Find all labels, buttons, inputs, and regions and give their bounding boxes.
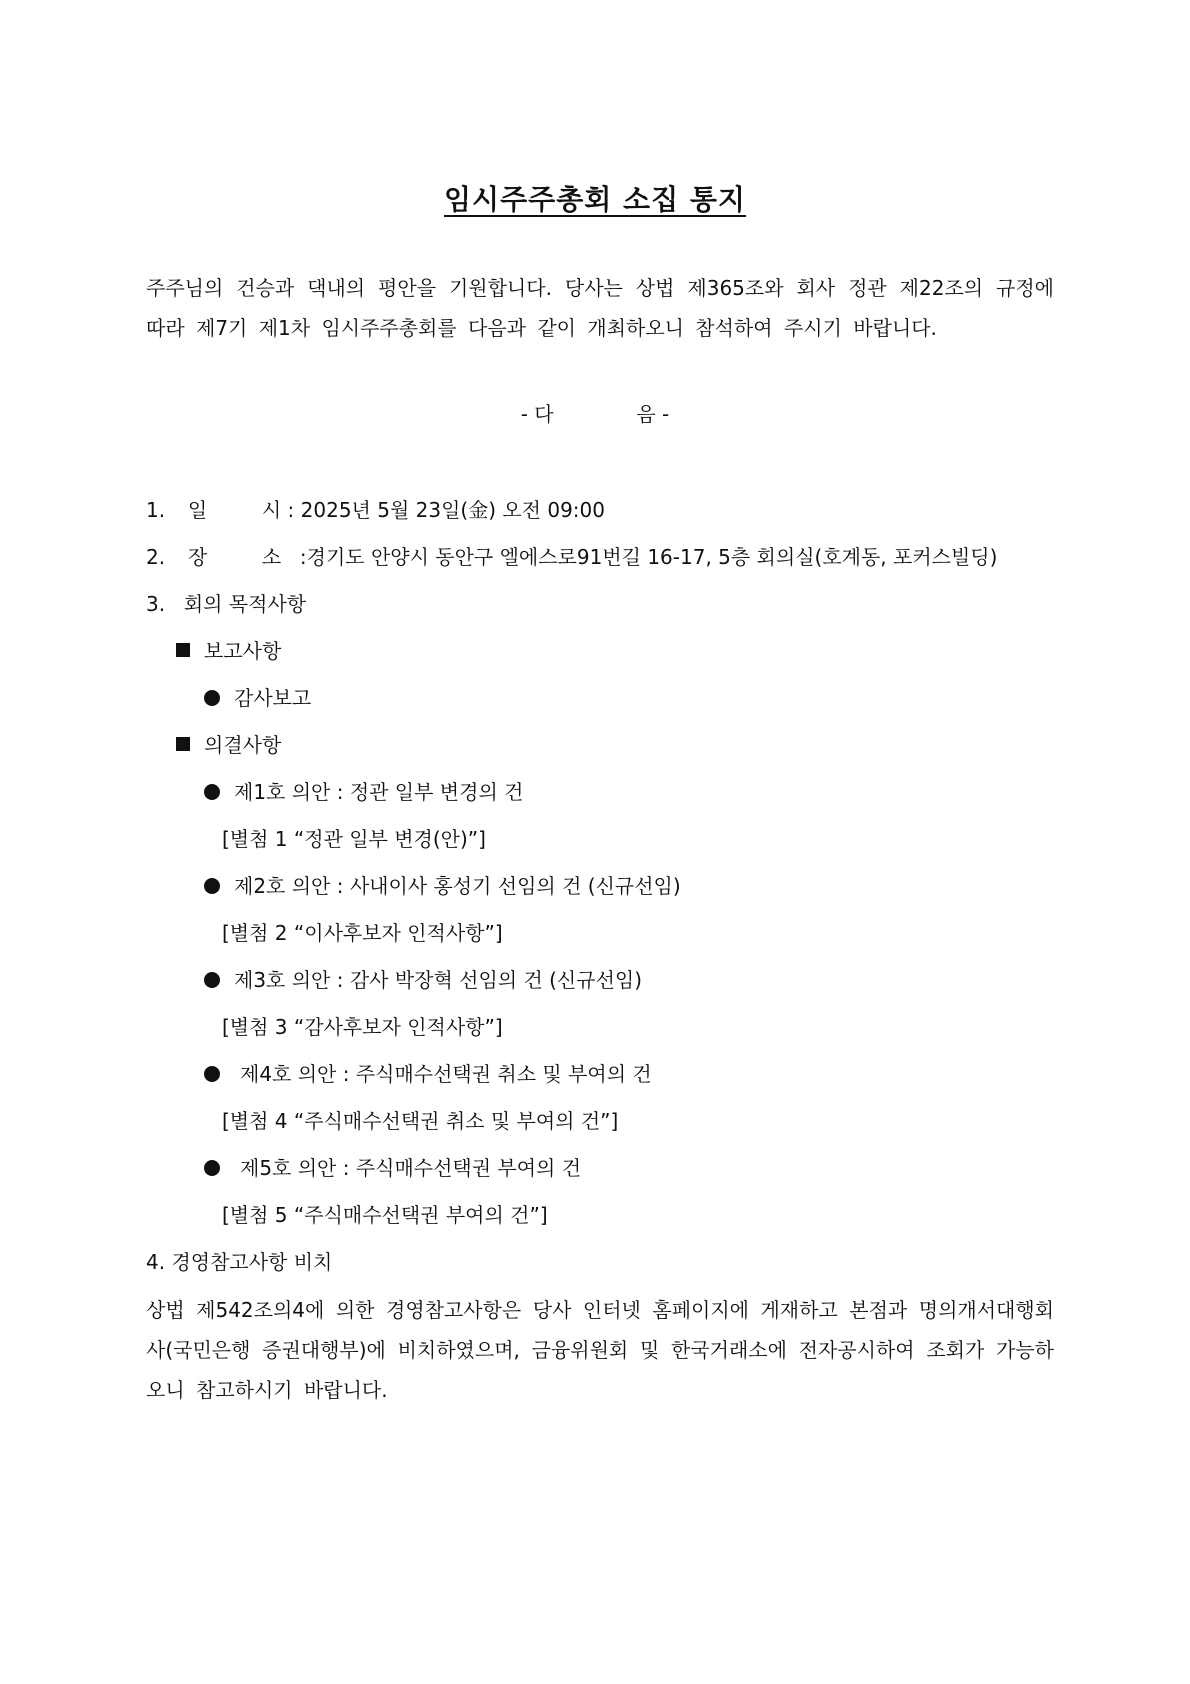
intro-paragraph: 주주님의 건승과 댁내의 평안을 기원합니다. 당사는 상법 제365조와 회사 정관 제22조의 규정에 따라 제7기 제1차 임시주주총회를 다음과 같이 개최하오니 참석하여 주시기 바랍니다.	[146, 276, 1054, 340]
agenda-item-2	[204, 870, 681, 899]
next-marker-left: - 다	[520, 402, 554, 426]
circle-bullet-icon	[204, 878, 220, 894]
agenda-item-5-attachment: [별첨 5 “주식매수선택권 부여의 건”]	[222, 1203, 548, 1227]
item-purpose-num: 3.	[146, 592, 166, 616]
agenda-item-4-attachment: [별첨 4 “주식매수선택권 취소 및 부여의 건”]	[222, 1109, 619, 1133]
agenda-item-4-text: 제4호 의안 : 주식매수선택권 취소 및 부여의 건	[240, 1062, 652, 1086]
agenda-item-1	[204, 776, 523, 805]
resolution-heading-text: 의결사항	[204, 733, 282, 757]
report-heading-text: 보고사항	[204, 639, 282, 663]
agenda-item-1-text: 제1호 의안 : 정관 일부 변경의 건	[234, 780, 524, 804]
agenda-item-5	[204, 1152, 581, 1181]
item-place-num: 2.	[146, 545, 166, 569]
agenda-item-3-attachment: [별첨 3 “감사후보자 인적사항”]	[222, 1015, 503, 1039]
agenda-item-1-attachment: [별첨 1 “정관 일부 변경(안)”]	[222, 827, 486, 851]
agenda-item-2-text: 제2호 의안 : 사내이사 홍성기 선임의 건 (신규선임)	[234, 874, 681, 898]
report-item	[204, 682, 311, 711]
next-marker	[0, 398, 1190, 427]
item-place	[146, 541, 997, 570]
item-place-text: :경기도 안양시 동안구 엘에스로91번길 16-17, 5층 회의실(호계동, 포커스빌딩)	[299, 545, 998, 569]
report-item-text: 감사보고	[234, 686, 312, 710]
agenda-item-5-text: 제5호 의안 : 주식매수선택권 부여의 건	[240, 1156, 582, 1180]
item-date-num: 1.	[146, 498, 166, 522]
agenda-item-2-attachment: [별첨 2 “이사후보자 인적사항”]	[222, 921, 503, 945]
next-marker-right: 음 -	[636, 402, 670, 426]
document-title	[0, 178, 1190, 218]
square-bullet-icon	[176, 643, 190, 657]
square-bullet-icon	[176, 737, 190, 751]
agenda-item-4	[204, 1058, 652, 1087]
agenda-item-3-text: 제3호 의안 : 감사 박장혁 선임의 건 (신규선임)	[234, 968, 643, 992]
circle-bullet-icon	[204, 1160, 220, 1176]
section4-heading: 4. 경영참고사항 비치	[146, 1250, 333, 1274]
item-date	[146, 494, 605, 523]
item-date-label: 일	[187, 498, 208, 522]
circle-bullet-icon	[204, 972, 220, 988]
report-heading	[176, 635, 281, 664]
item-place-label2: 소	[261, 545, 282, 569]
agenda-item-3	[204, 964, 642, 993]
item-purpose-text: 회의 목적사항	[183, 592, 307, 616]
section4-body: 상법 제542조의4에 의한 경영참고사항은 당사 인터넷 홈페이지에 게재하고 본점과 명의개서대행회사(국민은행 증권대행부)에 비치하였으며, 금융위원회 및 한국거래소에 전자공시하여 조회가 가능하오니 참고하시기 바랍니다.	[146, 1298, 1054, 1402]
document-title-text: 임시주주총회 소집 통지	[444, 183, 746, 216]
item-purpose	[146, 588, 306, 617]
item-date-label2: 시	[261, 498, 282, 522]
circle-bullet-icon	[204, 690, 220, 706]
item-place-label: 장	[187, 545, 208, 569]
circle-bullet-icon	[204, 784, 220, 800]
item-date-text: : 2025년 5월 23일(金) 오전 09:00	[287, 498, 605, 522]
circle-bullet-icon	[204, 1066, 220, 1082]
resolution-heading	[176, 729, 281, 758]
